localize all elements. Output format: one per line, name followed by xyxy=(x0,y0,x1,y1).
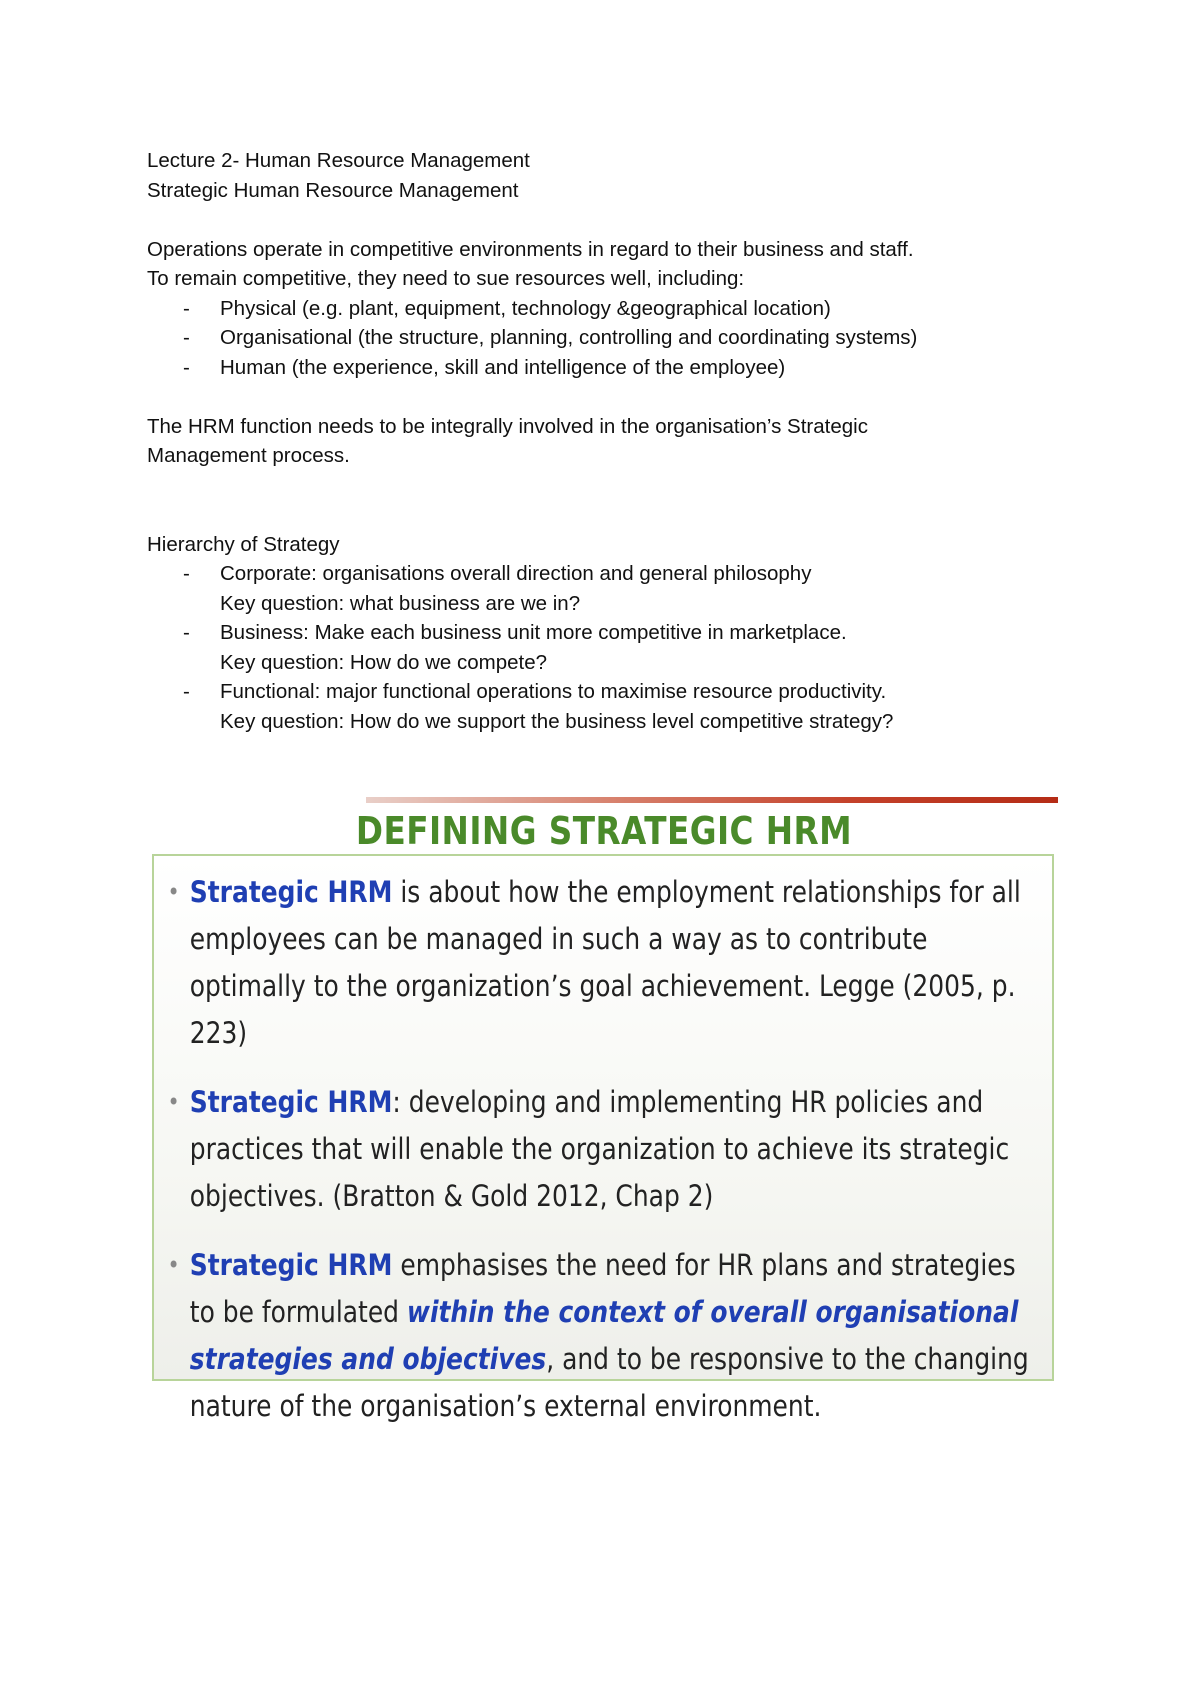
term-strategic-hrm: Strategic HRM xyxy=(189,875,393,909)
slide-title: DEFINING STRATEGIC HRM xyxy=(355,809,853,853)
slide-content-box xyxy=(152,854,1054,1423)
slide-image xyxy=(150,797,1058,1423)
list-item: - Human (the experience, skill and intelligence of the employee) xyxy=(147,353,1047,383)
lecture-notes xyxy=(147,146,1047,736)
list-item: - Functional: major functional operations to maximise resource productivity. Key question: How do we support the business level competitive strategy? xyxy=(147,677,1047,736)
list-item: - Physical (e.g. plant, equipment, technology &geographical location) xyxy=(147,294,1047,324)
slide-bullet-3: • Strategic HRM emphasises the need for HR plans and strategies to be formulated within the context of overall organisational strategies and objectives, and to be responsive to the changing nature of the organisation’s external environment. xyxy=(164,1242,1041,1430)
slide-bullet-2: • Strategic HRM: developing and implementing HR policies and practices that will enable the organization to achieve its strategic objectives. (Bratton & Gold 2012, Chap 2) xyxy=(164,1079,1041,1220)
dash-marker: - xyxy=(183,562,190,585)
dash-marker: - xyxy=(183,355,190,379)
hierarchy-heading: Hierarchy of Strategy xyxy=(147,532,340,556)
lecture-title: Lecture 2- Human Resource Management xyxy=(147,149,530,172)
dash-marker: - xyxy=(183,296,190,320)
hrm-paragraph-line-1: The HRM function needs to be integrally involved in the organisation’s Strategic xyxy=(147,414,868,438)
slide-bullets xyxy=(164,869,1041,1452)
hrm-paragraph-line-2: Management process. xyxy=(147,444,350,467)
lecture-subtitle: Strategic Human Resource Management xyxy=(147,178,519,202)
dash-marker: - xyxy=(183,621,190,644)
dash-marker: - xyxy=(183,326,190,349)
resources-list xyxy=(147,294,1047,383)
bullet-icon: • xyxy=(167,878,180,906)
list-item: - Corporate: organisations overall direction and general philosophy Key question: what business are we in? xyxy=(147,559,1047,618)
bullet-icon: • xyxy=(167,1088,180,1116)
intro-line-1: Operations operate in competitive environments in regard to their business and staff. xyxy=(147,237,914,261)
term-strategic-hrm: Strategic HRM xyxy=(189,1248,393,1282)
emphasis-text: within the context of overall organisational strategies and objectives xyxy=(189,1295,1019,1376)
list-item: - Business: Make each business unit more competitive in marketplace. Key question: How do we compete? xyxy=(147,618,1047,677)
list-item: - Organisational (the structure, planning, controlling and coordinating systems) xyxy=(147,323,1047,353)
dash-marker: - xyxy=(183,680,190,703)
slide-bullet-1: • Strategic HRM is about how the employment relationships for all employees can be managed in such a way as to contribute optimally to the organization’s goal achievement. Legge (2005, p. 223) xyxy=(164,869,1041,1057)
hierarchy-list xyxy=(147,559,1047,736)
term-strategic-hrm: Strategic HRM xyxy=(189,1085,393,1119)
intro-line-2: To remain competitive, they need to sue resources well, including: xyxy=(147,267,745,290)
bullet-icon: • xyxy=(167,1251,180,1279)
